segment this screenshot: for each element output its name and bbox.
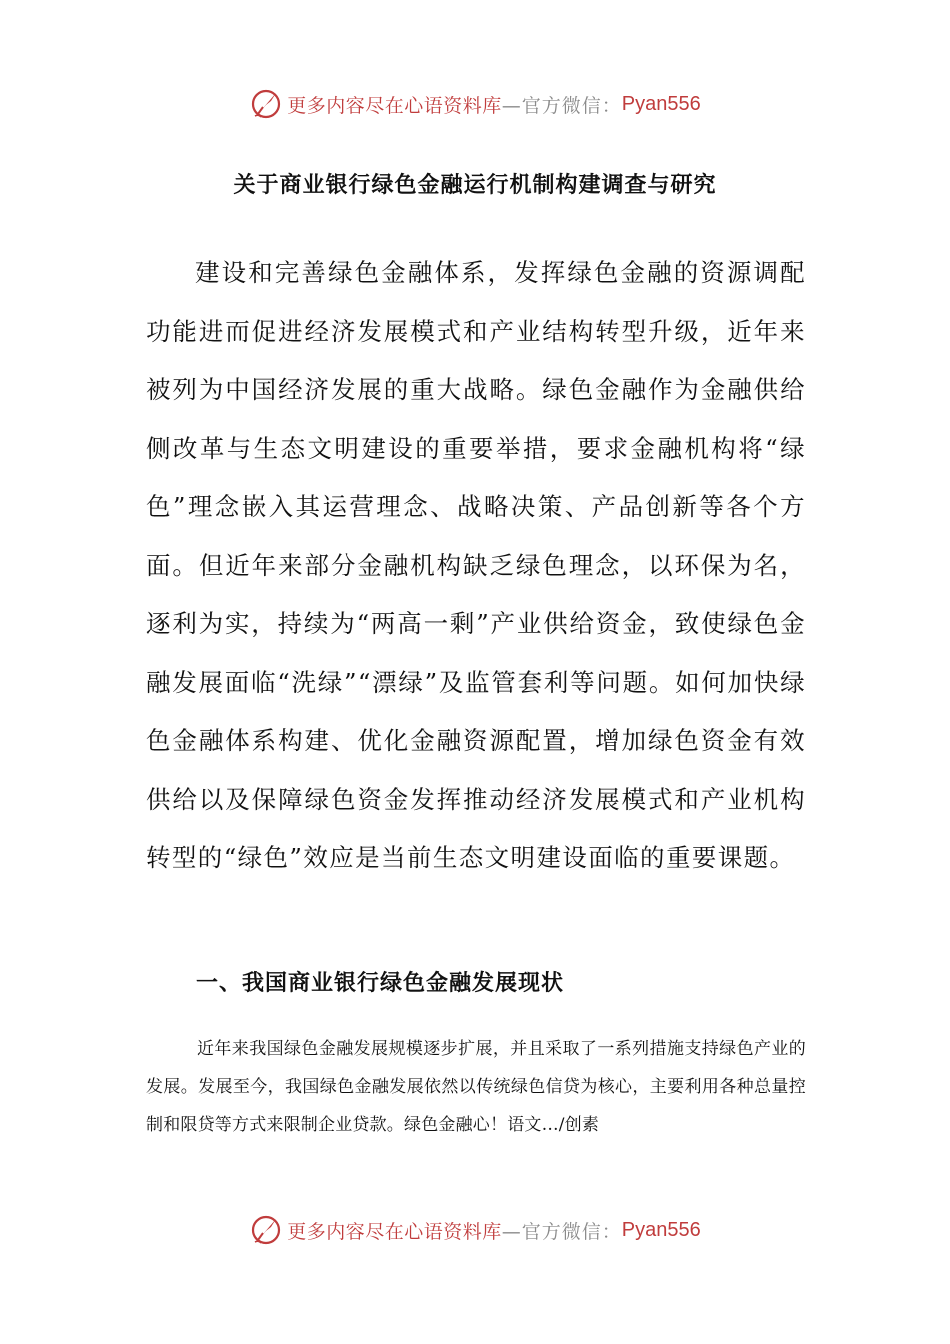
banner-wechat-handle: Pyan556 [621,92,701,115]
header-banner [0,84,950,124]
intro-paragraph: 建设和完善绿色金融体系，发挥绿色金融的资源调配功能进而促进经济发展模式和产业结构转型升级，近年来被列为中国经济发展的重大战略。绿色金融作为金融供给侧改革与生态文明建设的重要举措，要求金融机构将“绿色”理念嵌入其运营理念、战略决策、产品创新等各个方面。但近年来部分金融机构缺乏绿色理念，以环保为名，逐利为实，持续为“两高一剩”产业供给资金，致使绿色金融发展面临“洗绿”“漂绿”及监管套利等问题。如何加快绿色金融体系构建、优化金融资源配置，增加绿色资金有效供给以及保障绿色资金发挥推动经济发展模式和产业机构转型的“绿色”效应是当前生态文明建设面临的重要课题。 [146,258,806,872]
document-title: 关于商业银行绿色金融运行机制构建调查与研究 [233,173,717,198]
quill-pen-logo-icon [249,87,283,121]
banner-wechat-handle: Pyan556 [621,1218,701,1241]
footer-banner [0,1210,950,1250]
banner-site-text: 更多内容尽在心语资料库 [287,1220,502,1243]
banner-official-text: —官方微信： [501,94,622,117]
banner-official-text: —官方微信： [501,1220,622,1243]
banner-site-text: 更多内容尽在心语资料库 [287,94,502,117]
section-heading: 一、我国商业银行绿色金融发展现状 [196,971,565,996]
section-paragraph: 近年来我国绿色金融发展规模逐步扩展，并且采取了一系列措施支持绿色产业的发展。发展至今，我国绿色金融发展依然以传统绿色信贷为核心，主要利用各种总量控制和限贷等方式来限制企业贷款。绿色金融心！语文…/创素 [146,1039,806,1135]
quill-pen-logo-icon [249,1213,283,1247]
